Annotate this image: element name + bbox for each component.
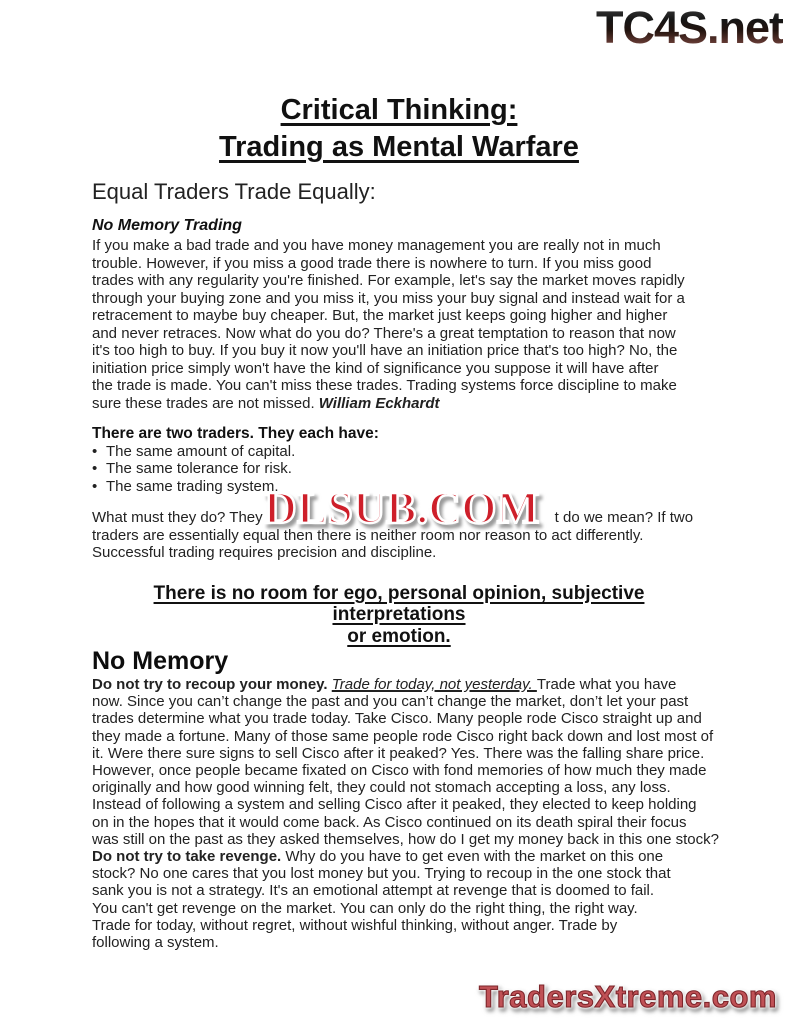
no-memory-trading-heading: No Memory Trading bbox=[92, 217, 242, 234]
page-title-line1: Critical Thinking: bbox=[280, 94, 518, 126]
list-item-label: The same amount of capital. bbox=[106, 442, 296, 460]
no-memory-heading: No Memory bbox=[92, 647, 229, 675]
list-item bbox=[92, 460, 706, 478]
no-room-for-ego-line2: or emotion. bbox=[347, 625, 451, 647]
tc4s-logo: TC4S.net bbox=[595, 2, 783, 53]
bullet-icon: • bbox=[92, 460, 98, 477]
dlsub-watermark: DLSUB.COM bbox=[264, 483, 540, 533]
page-title bbox=[92, 86, 706, 166]
traders-xtreme-logo: TradersXtreme.com bbox=[479, 979, 777, 1014]
bullet-icon: • bbox=[92, 477, 98, 495]
two-traders-heading: There are two traders. They each have: bbox=[92, 425, 379, 442]
list-item-label: The same trading system. bbox=[106, 477, 279, 495]
no-room-for-ego-heading bbox=[92, 583, 706, 648]
intro-heading: Equal Traders Trade Equally: bbox=[92, 179, 376, 204]
no-memory-trading-paragraph: If you make a bad trade and you have money management you are really not in much trouble. However, if you miss a good trade there is nowhere to turn. If you miss good trades with any regularity you're finished. For example, let's say the market moves rapidly through your buying zone and you miss it, you miss your buy signal and instead wait for a retracement to maybe buy cheaper. But, the market just keeps going higher and higher and never retraces. Now what do you do? There's a great temptation to reason that now it's too high to buy. If you buy it now you'll have an initiation price that's too high? No, the initiation price simply won't have the kind of significance you suppose it will have after the trade is made. You can't miss these trades. Trading systems force discipline to make sure these trades are not missed. William Eckhardt bbox=[92, 237, 685, 412]
what-must-paragraph: What must they do? They t do we mean? If two traders are essentially equal then there is neither room nor reason to act differently. Successful trading requires precision and discipline. bbox=[92, 509, 694, 561]
bullet-icon: • bbox=[92, 442, 98, 460]
page-title-line2: Trading as Mental Warfare bbox=[219, 131, 579, 163]
list-item-label: The same tolerance for risk. bbox=[106, 460, 292, 477]
no-memory-paragraph: Do not try to recoup your money. Trade for today, not yesterday. Trade what you have now. Since you can’t change the past and you can’t change the market, don’t let your past trades determine what you trade today. Take Cisco. Many people rode Cisco straight up and they made a fortune. Many of those same people rode Cisco right back down and lost most of it. Were there sure signs to sell Cisco after it peaked? Yes. There was the falling share price. However, once people became fixated on Cisco with fond memories of how much they made originally and how good winning felt, they could not stomach accepting a loss, any loss. Instead of following a system and selling Cisco after it peaked, they elected to keep holding on in the hopes that it would come back. As Cisco continued on its death spiral their focus was still on the past as they asked themselves, how do I get my money back in this one stock? Do not try to take revenge. Why do you have to get even with the market on this one stock? No one cares that you lost money but you. Trying to recoup in the one stock that sank you is not a strategy. It's an emotional attempt at revenge that is doomed to fail. You can't get revenge on the market. You can only do the right thing, the right way. Trade for today, without regret, without wishful thinking, without anger. Trade by following a system. bbox=[92, 676, 719, 952]
no-room-for-ego-line1: There is no room for ego, personal opinion, subjective interpretations bbox=[153, 582, 645, 625]
list-item bbox=[92, 443, 706, 461]
